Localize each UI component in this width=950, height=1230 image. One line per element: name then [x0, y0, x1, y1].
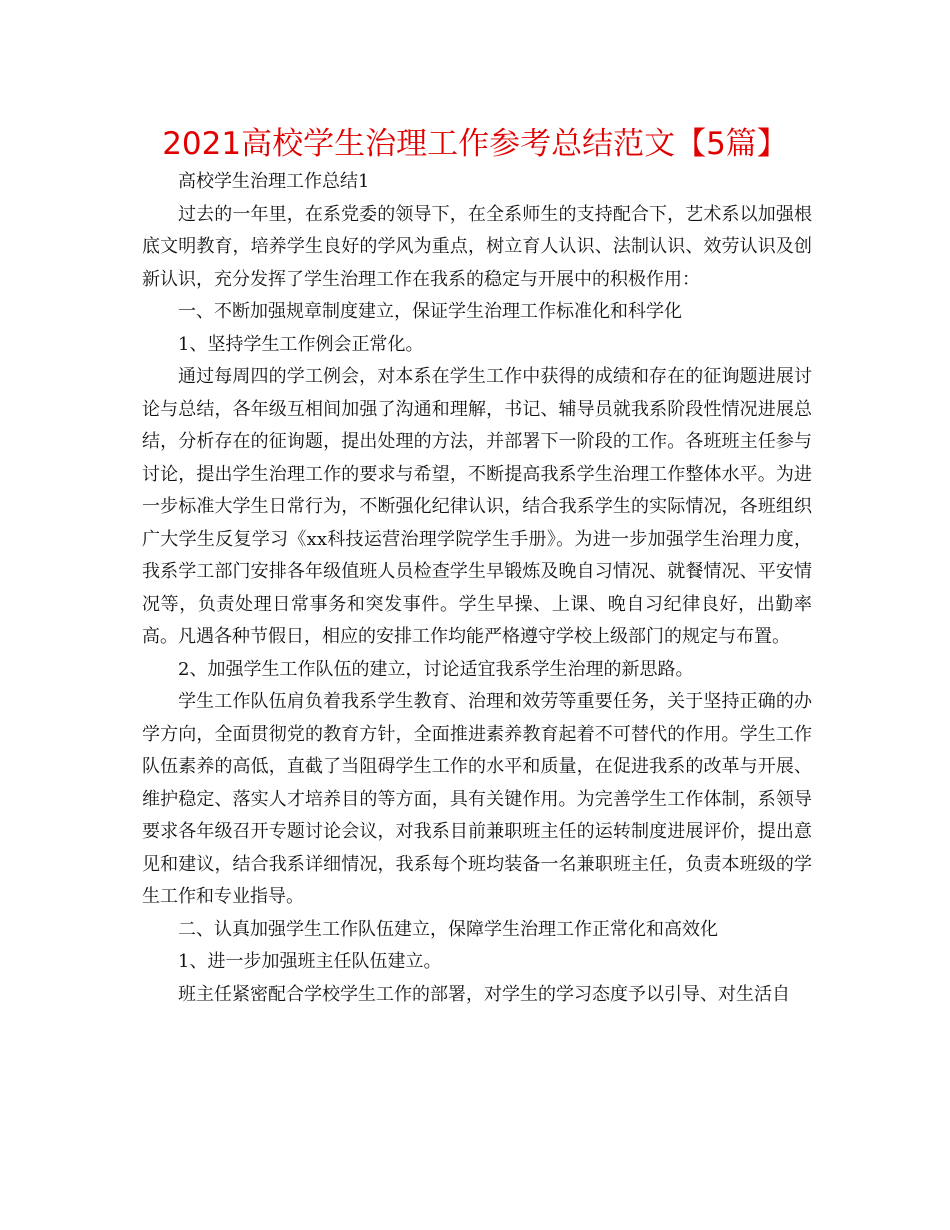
document-body — [142, 166, 812, 1011]
section-heading: 一、不断加强规章制度建立，保证学生治理工作标准化和科学化 — [178, 301, 682, 322]
paragraph: 班主任紧密配合学校学生工作的部署，对学生的学习态度予以引导、对生活自 — [178, 983, 790, 1005]
paragraph: 过去的一年里，在系党委的领导下，在全系师生的支持配合下，艺术系以加强根底文明教育，培养学生良好的学风为重点，树立育人认识、法制认识、效劳认识及创新认识，充分发挥了学生治理工作在我系的稳定与开展中的积极作用： — [142, 203, 812, 290]
subsection-heading: 1、坚持学生工作例会正常化。 — [178, 333, 424, 355]
subsection-heading: 1、进一步加强班主任队伍建立。 — [178, 951, 442, 972]
paragraph: 学生工作队伍肩负着我系学生教育、治理和效劳等重要任务，关于坚持正确的办学方向，全面贯彻党的教育方针，全面推进素养教育起着不可替代的作用。学生工作队伍素养的高低，直截了当阻碍学生工作的水平和质量，在促进我系的改革与开展、维护稳定、落实人才培养目的等方面，具有关键作用。为完善学生工作体制，系领导要求各年级召开专题讨论会议，对我系目前兼职班主任的运转制度进展评价，提出意见和建议，结合我系详细情况，我系每个班均装备一名兼职班主任，负责本班级的学生工作和专业指导。 — [142, 691, 812, 907]
subsection-heading: 2、加强学生工作队伍的建立，讨论适宜我系学生治理的新思路。 — [178, 658, 694, 680]
section-subtitle: 高校学生治理工作总结1 — [178, 171, 370, 192]
paragraph: 通过每周四的学工例会，对本系在学生工作中获得的成绩和存在的征询题进展讨论与总结，各年级互相间加强了沟通和理解，书记、辅导员就我系阶段性情况进展总结，分析存在的征询题，提出处理的方法，并部署下一阶段的工作。各班班主任参与讨论，提出学生治理工作的要求与希望，不断提高我系学生治理工作整体水平。为进一步标准大学生日常行为，不断强化纪律认识，结合我系学生的实际情况，各班组织广大学生反复学习《xx科技运营治理学院学生手册》。为进一步加强学生治理力度，我系学工部门安排各年级值班人员检查学生早锻炼及晚自习情况、就餐情况、平安情况等，负责处理日常事务和突发事件。学生早操、上课、晚自习纪律良好，出勤率高。凡遇各种节假日，相应的安排工作均能严格遵守学校上级部门的规定与布置。 — [142, 366, 812, 647]
section-heading: 二、认真加强学生工作队伍建立，保障学生治理工作正常化和高效化 — [178, 918, 718, 940]
document-title: 2021高校学生治理工作参考总结范文【5篇】 — [162, 126, 788, 162]
